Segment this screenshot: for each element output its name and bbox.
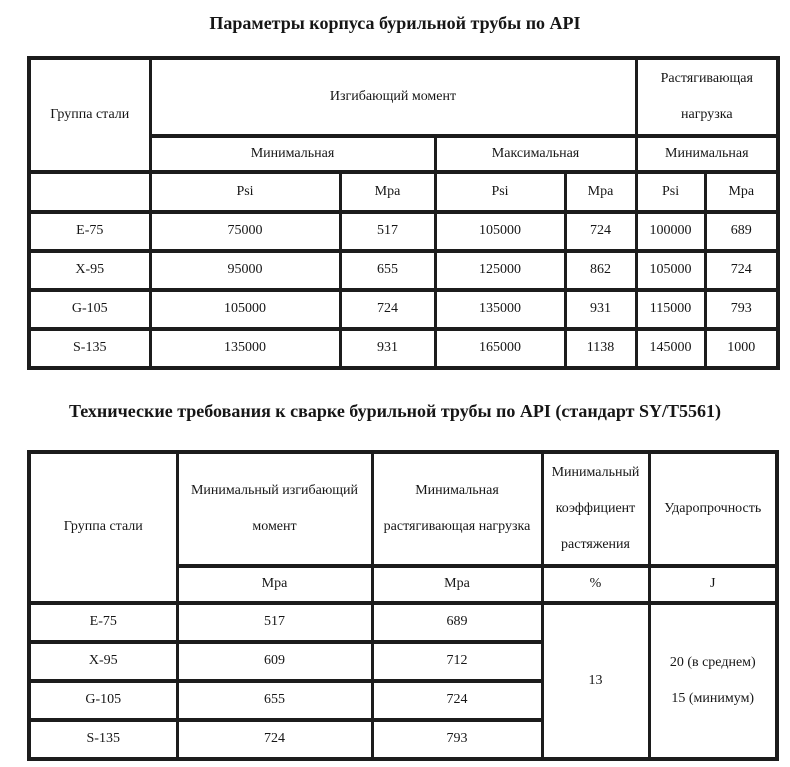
value-cell: 1000 [705,329,778,368]
steel-group-cell: S-135 [29,720,177,759]
value-cell: 712 [372,642,542,681]
value-cell: 135000 [435,290,565,329]
maximal-subheader-cell: Максимальная [435,136,636,172]
table-row [29,452,777,566]
table1-title: Параметры корпуса бурильной трубы по API [209,13,581,33]
min-tensile-load-header-cell: Минимальная растягивающая нагрузка [372,452,542,566]
value-cell: 115000 [636,290,705,329]
table-row [29,251,778,290]
value-cell: 931 [340,329,435,368]
min-elongation-header-cell: Минимальный коэффициент растяжения [542,452,649,566]
steel-group-cell: G-105 [29,290,150,329]
value-cell: 517 [177,603,372,642]
steel-group-cell: X-95 [29,251,150,290]
value-cell: 724 [565,212,636,251]
empty-cell [29,172,150,212]
steel-group-cell: S-135 [29,329,150,368]
value-cell: 1138 [565,329,636,368]
table2-title: Технические требования к сварке бурильной трубы по API (стандарт SY/T5561) [68,401,722,421]
value-cell: 689 [705,212,778,251]
impact-strength-header-cell: Ударопрочность [649,452,777,566]
value-cell: 135000 [150,329,340,368]
unit-cell: Mpa [705,172,778,212]
table-row [29,172,778,212]
value-cell: 145000 [636,329,705,368]
value-cell: 793 [372,720,542,759]
value-cell: 724 [340,290,435,329]
table-row [29,58,778,136]
api-pipe-welding-specs-table [27,450,779,761]
unit-cell: Mpa [565,172,636,212]
unit-cell: J [649,566,777,603]
steel-group-cell: G-105 [29,681,177,720]
value-cell: 689 [372,603,542,642]
value-cell: 724 [372,681,542,720]
value-cell: 609 [177,642,372,681]
value-cell: 517 [340,212,435,251]
value-cell: 100000 [636,212,705,251]
table-row [29,212,778,251]
table-row [29,603,777,642]
bending-moment-header-cell: Изгибающий момент [150,58,636,136]
value-cell: 75000 [150,212,340,251]
value-cell: 931 [565,290,636,329]
steel-group-cell: E-75 [29,212,150,251]
impact-minimum-value: 15 (минимум) [671,691,755,706]
steel-group-cell: X-95 [29,642,177,681]
unit-cell: Mpa [340,172,435,212]
value-cell: 165000 [435,329,565,368]
value-cell: 793 [705,290,778,329]
unit-cell: Mpa [372,566,542,603]
unit-cell: % [542,566,649,603]
value-cell: 655 [177,681,372,720]
table-row [29,329,778,368]
minimal-subheader-cell: Минимальная [150,136,435,172]
steel-group-header-cell: Группа стали [29,58,150,172]
value-cell: 105000 [636,251,705,290]
elongation-value-cell: 13 [542,603,649,759]
impact-value-cell [649,603,777,759]
table-row [29,290,778,329]
value-cell: 95000 [150,251,340,290]
value-cell: 125000 [435,251,565,290]
value-cell: 724 [177,720,372,759]
unit-cell: Psi [435,172,565,212]
value-cell: 655 [340,251,435,290]
steel-group-header-cell: Группа стали [29,452,177,603]
value-cell: 105000 [150,290,340,329]
value-cell: 862 [565,251,636,290]
min-bending-moment-header-cell: Минимальный изгибающий момент [177,452,372,566]
steel-group-cell: E-75 [29,603,177,642]
value-cell: 724 [705,251,778,290]
unit-cell: Psi [636,172,705,212]
unit-cell: Psi [150,172,340,212]
unit-cell: Mpa [177,566,372,603]
value-cell: 105000 [435,212,565,251]
tensile-load-header-cell: Растягивающая нагрузка [636,58,778,136]
impact-average-value: 20 (в среднем) [669,655,756,670]
tensile-minimal-subheader-cell: Минимальная [636,136,778,172]
api-pipe-body-params-table [27,56,780,370]
